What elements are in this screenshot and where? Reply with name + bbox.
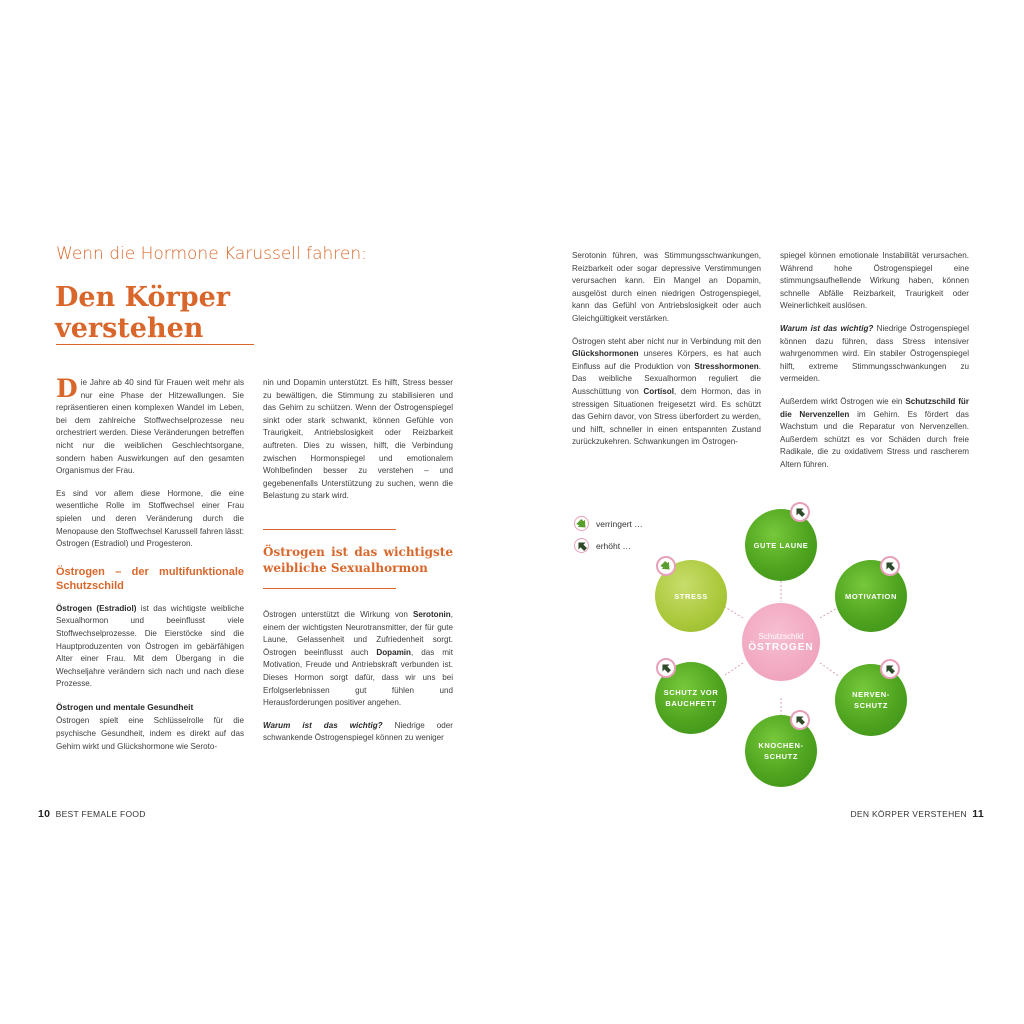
section-heading-mental: Östrogen und mentale Gesundheit: [56, 701, 194, 712]
serotonin-paragraph: Östrogen unterstützt die Wirkung von Serotonin, einem der wichtigsten Neurotransmitter, der für gute Laune, Gelassenheit und Zufriedenheit sorgt. Östrogen beeinflusst auch Dopamin, das mit Motivation, Freude und Antriebskraft verbunden ist. Dieses Hormon sorgt dafür, dass wir uns bei Erfolgserlebnissen gut fühlen und Herausforderungen positiver angehen.: [263, 609, 453, 708]
serotonin-continued-paragraph: Serotonin führen, was Stimmungsschwankungen, Reizbarkeit oder sogar depressive Verstimmungen verursachen kann. Ein Mangel an Dopamin, ausgelöst durch einen niedrigen Östrogenspiegel, kann das Gefühl von Antriebslosigkeit oder auch Gleichgültigkeit verstärken.: [572, 251, 761, 323]
stress-paragraph: nin und Dopamin unterstützt. Es hilft, Stress besser zu bewältigen, die Stimmung zu stabilisieren und das Gehirn zu schützen. Wenn der Östrogenspiegel sinkt oder stark schwankt, können Gefühle von Traurigkeit, Antriebslosigkeit oder Reizbarkeit auftreten. Dies zu wissen, hilft, die Verbindung zwischen Hormonspiegel und emotionalem Wohlbefinden besser zu verstehen – und gegebenenfalls Unterstützung zu suchen, wenn die Belastung zu stark wird.: [263, 378, 453, 501]
diagram-legend: [574, 516, 643, 553]
arrow-up-icon: [790, 710, 810, 730]
chapter-title: DEN KÖRPER VERSTEHEN: [850, 809, 967, 819]
intro-paragraph: Die Jahre ab 40 sind für Frauen weit mehr als nur eine Phase der Hitzewallungen. Sie repräsentieren einen komplexen Wandel im Leben, bei dem zahlreiche Stoffwechselprozesse neu orchestriert werden. Diese Veränderungen betreffen nicht nur die weiblichen Geschlechtsorgane, sondern haben Auswirkungen auf den gesamten Organismus der Frau.: [56, 374, 244, 476]
node-motivation: MOTIVATION: [835, 560, 907, 632]
left-column-2: [263, 377, 453, 755]
node-bauchfett: SCHUTZ VOR BAUCHFETT: [655, 662, 727, 734]
center-label-small: Schutzschild: [758, 632, 804, 641]
left-column-1: [56, 374, 244, 763]
why-stress-paragraph: Warum ist das wichtig? Niedrige Östrogenspiegel können dazu führen, dass Stress intensiver wahrgenommen wird. Ein stabiler Östrogenspiegel hilft, extreme Stimmungsschwankungen zu vermeiden.: [780, 323, 969, 384]
why-paragraph: Warum ist das wichtig? Niedrige oder schwankende Östrogenspiegel können zu weniger: [263, 720, 453, 743]
footer-right: [850, 808, 984, 820]
estradiol-paragraph: Östrogen (Estradiol) ist das wichtigste weibliche Sexualhormon und beeinflusst viele Stoffwechselprozesse. Die Eierstöcke sind die Hauptproduzenten von Östrogen im gebärfähigen Alter einer Frau. Mit dem Übergang in die Wechseljahre verändern sich nach und nach diese Prozesse.: [56, 603, 244, 689]
section-divider-bottom: [263, 588, 396, 589]
node-knochenschutz: KNOCHEN- SCHUTZ: [745, 715, 817, 787]
arrow-down-icon: [656, 556, 676, 576]
page-title: Den Körper verstehen: [55, 282, 231, 344]
center-node-oestrogen: [742, 603, 820, 681]
kicker-heading: Wenn die Hormone Karussell fahren:: [56, 244, 367, 264]
mental-paragraph: Östrogen spielt eine Schlüsselrolle für die psychische Gesundheit, indem es direkt auf das Gehirn wirkt und Glückshormone wie Seroto-: [56, 716, 244, 751]
center-label-big: ÖSTROGEN: [748, 642, 814, 653]
footer-left: [38, 808, 146, 820]
stresshormone-paragraph: Östrogen steht aber nicht nur in Verbindung mit den Glückshormonen unseres Körpers, es hat auch Einfluss auf die Produktion von Stresshormonen. Das weibliche Sexualhormon reguliert die Ausschüttung von Cortisol, dem Hormon, das in stressigen Situationen freigesetzt wird. Es schützt das Gehirn davor, von Stress überfordert zu werden, und hilft, schneller in einen entspannten Zustand zurückzukehren. Schwankungen im Östrogen-: [572, 336, 762, 447]
arrow-up-icon: [880, 659, 900, 679]
drop-cap: D: [56, 374, 78, 403]
arrow-up-icon: [656, 658, 676, 678]
title-divider: [56, 344, 254, 345]
node-gute-laune: GUTE LAUNE: [745, 509, 817, 581]
instability-paragraph: spiegel können emotionale Instabilität verursachen. Während hohe Östrogenspiegel eine stimmungsaufhellende Wirkung haben, können schnelle Abfälle Reizbarkeit, Traurigkeit oder Weinerlichkeit auslösen.: [780, 251, 969, 311]
section-heading-schutzschild: Östrogen – der multifunktionale Schutzschild: [56, 565, 244, 592]
node-stress: STRESS: [655, 560, 727, 632]
page-number-right: 11: [972, 808, 984, 820]
right-column-2: [780, 250, 969, 482]
section-heading-sexualhormon: Östrogen ist das wichtigste weibliche Sexualhormon: [263, 544, 453, 575]
hormones-paragraph: Es sind vor allem diese Hormone, die eine wesentliche Rolle im Stoffwechsel einer Frau spielen und deren Veränderung durch die Menopause den Stoffwechsel Karussell fahren lässt: Östrogen (Estradiol) und Progesteron.: [56, 488, 244, 549]
book-title: BEST FEMALE FOOD: [55, 809, 146, 819]
node-nervenschutz: NERVEN- SCHUTZ: [835, 664, 907, 736]
nerve-protection-paragraph: Außerdem wirkt Östrogen wie ein Schutzschild für die Nervenzellen im Gehirn. Es fördert das Wachstum und die Reparatur von Nervenzellen. Außerdem schützt es vor Schäden durch freie Radikale, die zu oxidativem Stress und rascherem Altern führen.: [780, 396, 969, 469]
arrow-up-icon: [574, 538, 589, 553]
arrow-down-icon: [574, 516, 589, 531]
legend-decreases: verringert …: [574, 516, 643, 531]
section-divider-top: [263, 529, 396, 530]
page-number-left: 10: [38, 808, 51, 820]
arrow-up-icon: [880, 556, 900, 576]
right-column-1: [572, 250, 761, 459]
legend-increases: erhöht …: [574, 538, 643, 553]
arrow-up-icon: [790, 502, 810, 522]
